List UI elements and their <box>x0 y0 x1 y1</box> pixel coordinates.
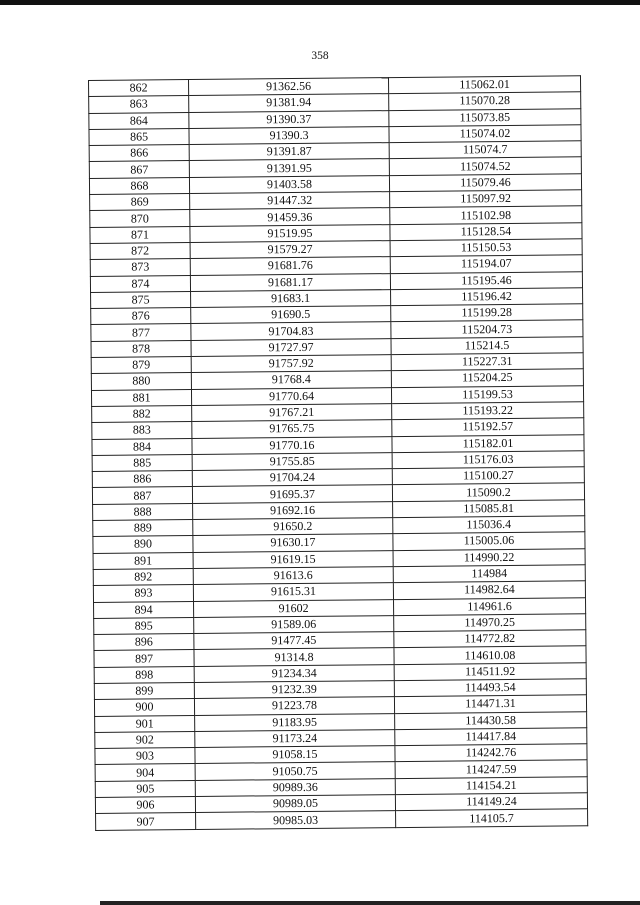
x-coordinate-cell: 91579.27 <box>190 241 390 259</box>
table-row <box>96 809 588 830</box>
x-coordinate-cell: 91223.78 <box>194 697 394 715</box>
y-coordinate-cell: 115199.28 <box>391 304 583 322</box>
y-coordinate-cell: 115100.27 <box>392 467 584 485</box>
y-coordinate-cell: 115102.98 <box>390 206 582 224</box>
x-coordinate-cell: 91683.1 <box>191 289 391 307</box>
y-coordinate-cell: 115204.73 <box>391 320 583 338</box>
y-coordinate-cell: 114105.7 <box>396 809 588 827</box>
point-number-cell: 895 <box>94 617 194 634</box>
point-number-cell: 863 <box>89 96 189 113</box>
y-coordinate-cell: 115079.46 <box>389 174 581 192</box>
point-number-cell: 887 <box>92 487 192 504</box>
x-coordinate-cell: 91391.95 <box>189 159 389 177</box>
y-coordinate-cell: 115194.07 <box>390 255 582 273</box>
x-coordinate-cell: 91519.95 <box>190 224 390 242</box>
x-coordinate-cell: 91477.45 <box>194 632 394 650</box>
y-coordinate-cell: 114417.84 <box>395 728 587 746</box>
y-coordinate-cell: 115128.54 <box>390 222 582 240</box>
point-number-cell: 896 <box>94 634 194 651</box>
y-coordinate-cell: 115036.4 <box>393 516 585 534</box>
y-coordinate-cell: 114990.22 <box>393 548 585 566</box>
y-coordinate-cell: 115182.01 <box>392 434 584 452</box>
point-number-cell: 888 <box>93 503 193 520</box>
point-number-cell: 898 <box>94 666 194 683</box>
x-coordinate-cell: 90989.05 <box>195 795 395 813</box>
y-coordinate-cell: 115204.25 <box>391 369 583 387</box>
y-coordinate-cell: 115005.06 <box>393 532 585 550</box>
point-number-cell: 883 <box>92 422 192 439</box>
x-coordinate-cell: 91459.36 <box>190 208 390 226</box>
point-number-cell: 890 <box>93 536 193 553</box>
y-coordinate-cell: 115192.57 <box>392 418 584 436</box>
point-number-cell: 879 <box>91 357 191 374</box>
point-number-cell: 864 <box>89 112 189 129</box>
point-number-cell: 873 <box>90 259 190 276</box>
x-coordinate-cell: 91314.8 <box>194 648 394 666</box>
y-coordinate-cell: 114242.76 <box>395 744 587 762</box>
point-number-cell: 872 <box>90 242 190 259</box>
x-coordinate-cell: 91232.39 <box>194 681 394 699</box>
point-number-cell: 878 <box>91 340 191 357</box>
point-number-cell: 868 <box>89 177 189 194</box>
x-coordinate-cell: 91589.06 <box>194 615 394 633</box>
y-coordinate-cell: 115193.22 <box>392 402 584 420</box>
point-number-cell: 889 <box>93 520 193 537</box>
x-coordinate-cell: 91602 <box>194 599 394 617</box>
x-coordinate-cell: 91173.24 <box>195 729 395 747</box>
x-coordinate-cell: 91704.24 <box>192 469 392 487</box>
x-coordinate-cell: 91403.58 <box>189 175 389 193</box>
x-coordinate-cell: 91650.2 <box>193 518 393 536</box>
x-coordinate-cell: 91615.31 <box>193 583 393 601</box>
point-number-cell: 886 <box>92 471 192 488</box>
point-number-cell: 893 <box>93 585 193 602</box>
x-coordinate-cell: 91681.76 <box>190 257 390 275</box>
x-coordinate-cell: 91690.5 <box>191 306 391 324</box>
point-number-cell: 900 <box>94 699 194 716</box>
point-number-cell: 865 <box>89 128 189 145</box>
point-number-cell: 892 <box>93 568 193 585</box>
point-number-cell: 876 <box>91 308 191 325</box>
point-number-cell: 881 <box>91 389 191 406</box>
point-number-cell: 904 <box>95 764 195 781</box>
x-coordinate-cell: 91727.97 <box>191 338 391 356</box>
point-number-cell: 902 <box>95 731 195 748</box>
x-coordinate-cell: 91767.21 <box>192 404 392 422</box>
y-coordinate-cell: 115074.7 <box>389 141 581 159</box>
x-coordinate-cell: 91770.16 <box>192 436 392 454</box>
y-coordinate-cell: 114471.31 <box>394 695 586 713</box>
x-coordinate-cell: 91757.92 <box>191 355 391 373</box>
point-number-cell: 903 <box>95 748 195 765</box>
point-number-cell: 891 <box>93 552 193 569</box>
point-number-cell: 869 <box>90 194 190 211</box>
point-number-cell: 906 <box>95 797 195 814</box>
x-coordinate-cell: 91362.56 <box>189 78 389 96</box>
y-coordinate-cell: 115196.42 <box>391 288 583 306</box>
x-coordinate-cell: 91768.4 <box>191 371 391 389</box>
x-coordinate-cell: 91765.75 <box>192 420 392 438</box>
x-coordinate-cell: 91704.83 <box>191 322 391 340</box>
y-coordinate-cell: 115085.81 <box>393 499 585 517</box>
scan-bottom-edge <box>100 901 640 905</box>
point-number-cell: 875 <box>91 291 191 308</box>
y-coordinate-cell: 115214.5 <box>391 337 583 355</box>
point-number-cell: 874 <box>90 275 190 292</box>
table-body <box>89 76 588 830</box>
coordinate-table-container <box>88 75 587 846</box>
y-coordinate-cell: 115097.92 <box>390 190 582 208</box>
x-coordinate-cell: 91770.64 <box>191 387 391 405</box>
point-number-cell: 899 <box>94 682 194 699</box>
y-coordinate-cell: 114961.6 <box>393 597 585 615</box>
coordinate-table <box>88 75 588 830</box>
y-coordinate-cell: 114982.64 <box>393 581 585 599</box>
y-coordinate-cell: 114984 <box>393 565 585 583</box>
x-coordinate-cell: 91381.94 <box>189 94 389 112</box>
y-coordinate-cell: 114430.58 <box>395 711 587 729</box>
x-coordinate-cell: 91695.37 <box>192 485 392 503</box>
x-coordinate-cell: 90989.36 <box>195 778 395 796</box>
y-coordinate-cell: 115176.03 <box>392 451 584 469</box>
x-coordinate-cell: 91058.15 <box>195 746 395 764</box>
page-number: 358 <box>311 50 329 62</box>
x-coordinate-cell: 91447.32 <box>190 192 390 210</box>
x-coordinate-cell: 91613.6 <box>193 566 393 584</box>
y-coordinate-cell: 114511.92 <box>394 662 586 680</box>
y-coordinate-cell: 115199.53 <box>391 385 583 403</box>
y-coordinate-cell: 115090.2 <box>392 483 584 501</box>
point-number-cell: 894 <box>94 601 194 618</box>
x-coordinate-cell: 91183.95 <box>195 713 395 731</box>
x-coordinate-cell: 91755.85 <box>192 452 392 470</box>
y-coordinate-cell: 114247.59 <box>395 760 587 778</box>
point-number-cell: 884 <box>92 438 192 455</box>
y-coordinate-cell: 114772.82 <box>394 630 586 648</box>
y-coordinate-cell: 115195.46 <box>390 271 582 289</box>
x-coordinate-cell: 91619.15 <box>193 550 393 568</box>
y-coordinate-cell: 115150.53 <box>390 239 582 257</box>
point-number-cell: 862 <box>89 80 189 97</box>
y-coordinate-cell: 115062.01 <box>388 76 580 94</box>
y-coordinate-cell: 114610.08 <box>394 646 586 664</box>
point-number-cell: 905 <box>95 780 195 797</box>
x-coordinate-cell: 91390.3 <box>189 127 389 145</box>
point-number-cell: 870 <box>90 210 190 227</box>
point-number-cell: 867 <box>89 161 189 178</box>
x-coordinate-cell: 91390.37 <box>189 110 389 128</box>
point-number-cell: 882 <box>92 405 192 422</box>
point-number-cell: 871 <box>90 226 190 243</box>
y-coordinate-cell: 115073.85 <box>389 108 581 126</box>
y-coordinate-cell: 115074.52 <box>389 157 581 175</box>
y-coordinate-cell: 115070.28 <box>389 92 581 110</box>
y-coordinate-cell: 114149.24 <box>395 793 587 811</box>
point-number-cell: 901 <box>95 715 195 732</box>
point-number-cell: 877 <box>91 324 191 341</box>
y-coordinate-cell: 114154.21 <box>395 777 587 795</box>
point-number-cell: 880 <box>91 373 191 390</box>
y-coordinate-cell: 114970.25 <box>394 614 586 632</box>
x-coordinate-cell: 91050.75 <box>195 762 395 780</box>
x-coordinate-cell: 91681.17 <box>190 273 390 291</box>
point-number-cell: 907 <box>96 813 196 830</box>
scan-top-edge <box>0 0 640 5</box>
point-number-cell: 897 <box>94 650 194 667</box>
point-number-cell: 885 <box>92 454 192 471</box>
x-coordinate-cell: 91630.17 <box>193 534 393 552</box>
x-coordinate-cell: 90985.03 <box>196 811 396 829</box>
x-coordinate-cell: 91391.87 <box>189 143 389 161</box>
y-coordinate-cell: 115074.02 <box>389 125 581 143</box>
point-number-cell: 866 <box>89 145 189 162</box>
x-coordinate-cell: 91692.16 <box>193 501 393 519</box>
y-coordinate-cell: 115227.31 <box>391 353 583 371</box>
x-coordinate-cell: 91234.34 <box>194 664 394 682</box>
y-coordinate-cell: 114493.54 <box>394 679 586 697</box>
